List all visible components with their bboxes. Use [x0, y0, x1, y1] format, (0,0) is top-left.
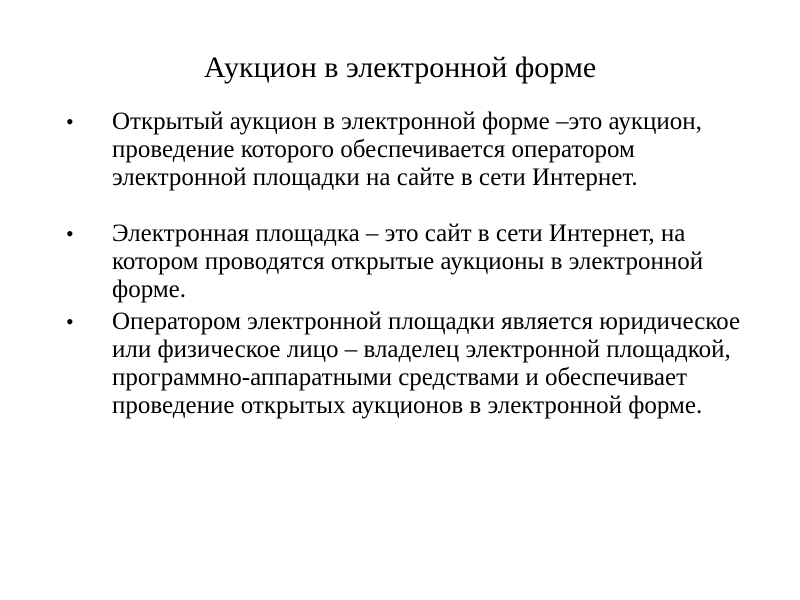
bullet-list — [66, 108, 756, 420]
bullet-item — [66, 220, 756, 304]
slide-title: Аукцион в электронной форме — [203, 51, 597, 84]
bullet-item — [66, 108, 756, 192]
bullet-icon: • — [66, 221, 74, 246]
bullet-icon: • — [66, 109, 74, 134]
bullet-text: Открытый аукцион в электронной форме –это аукцион, проведение которого обеспечивается оператором электронной площадки на сайте в сети Интернет. — [112, 108, 702, 191]
bullet-icon: • — [66, 309, 74, 334]
bullet-text: Электронная площадка – это сайт в сети Интернет, на котором проводятся открытые аукционы в электронной форме. — [112, 220, 704, 303]
bullet-item — [66, 308, 756, 420]
bullet-text: Оператором электронной площадки является юридическое или физическое лицо – владелец электронной площадкой, программно-аппаратными средствами и обеспечивает проведение открытых аукционов в электронной форме. — [112, 308, 741, 419]
